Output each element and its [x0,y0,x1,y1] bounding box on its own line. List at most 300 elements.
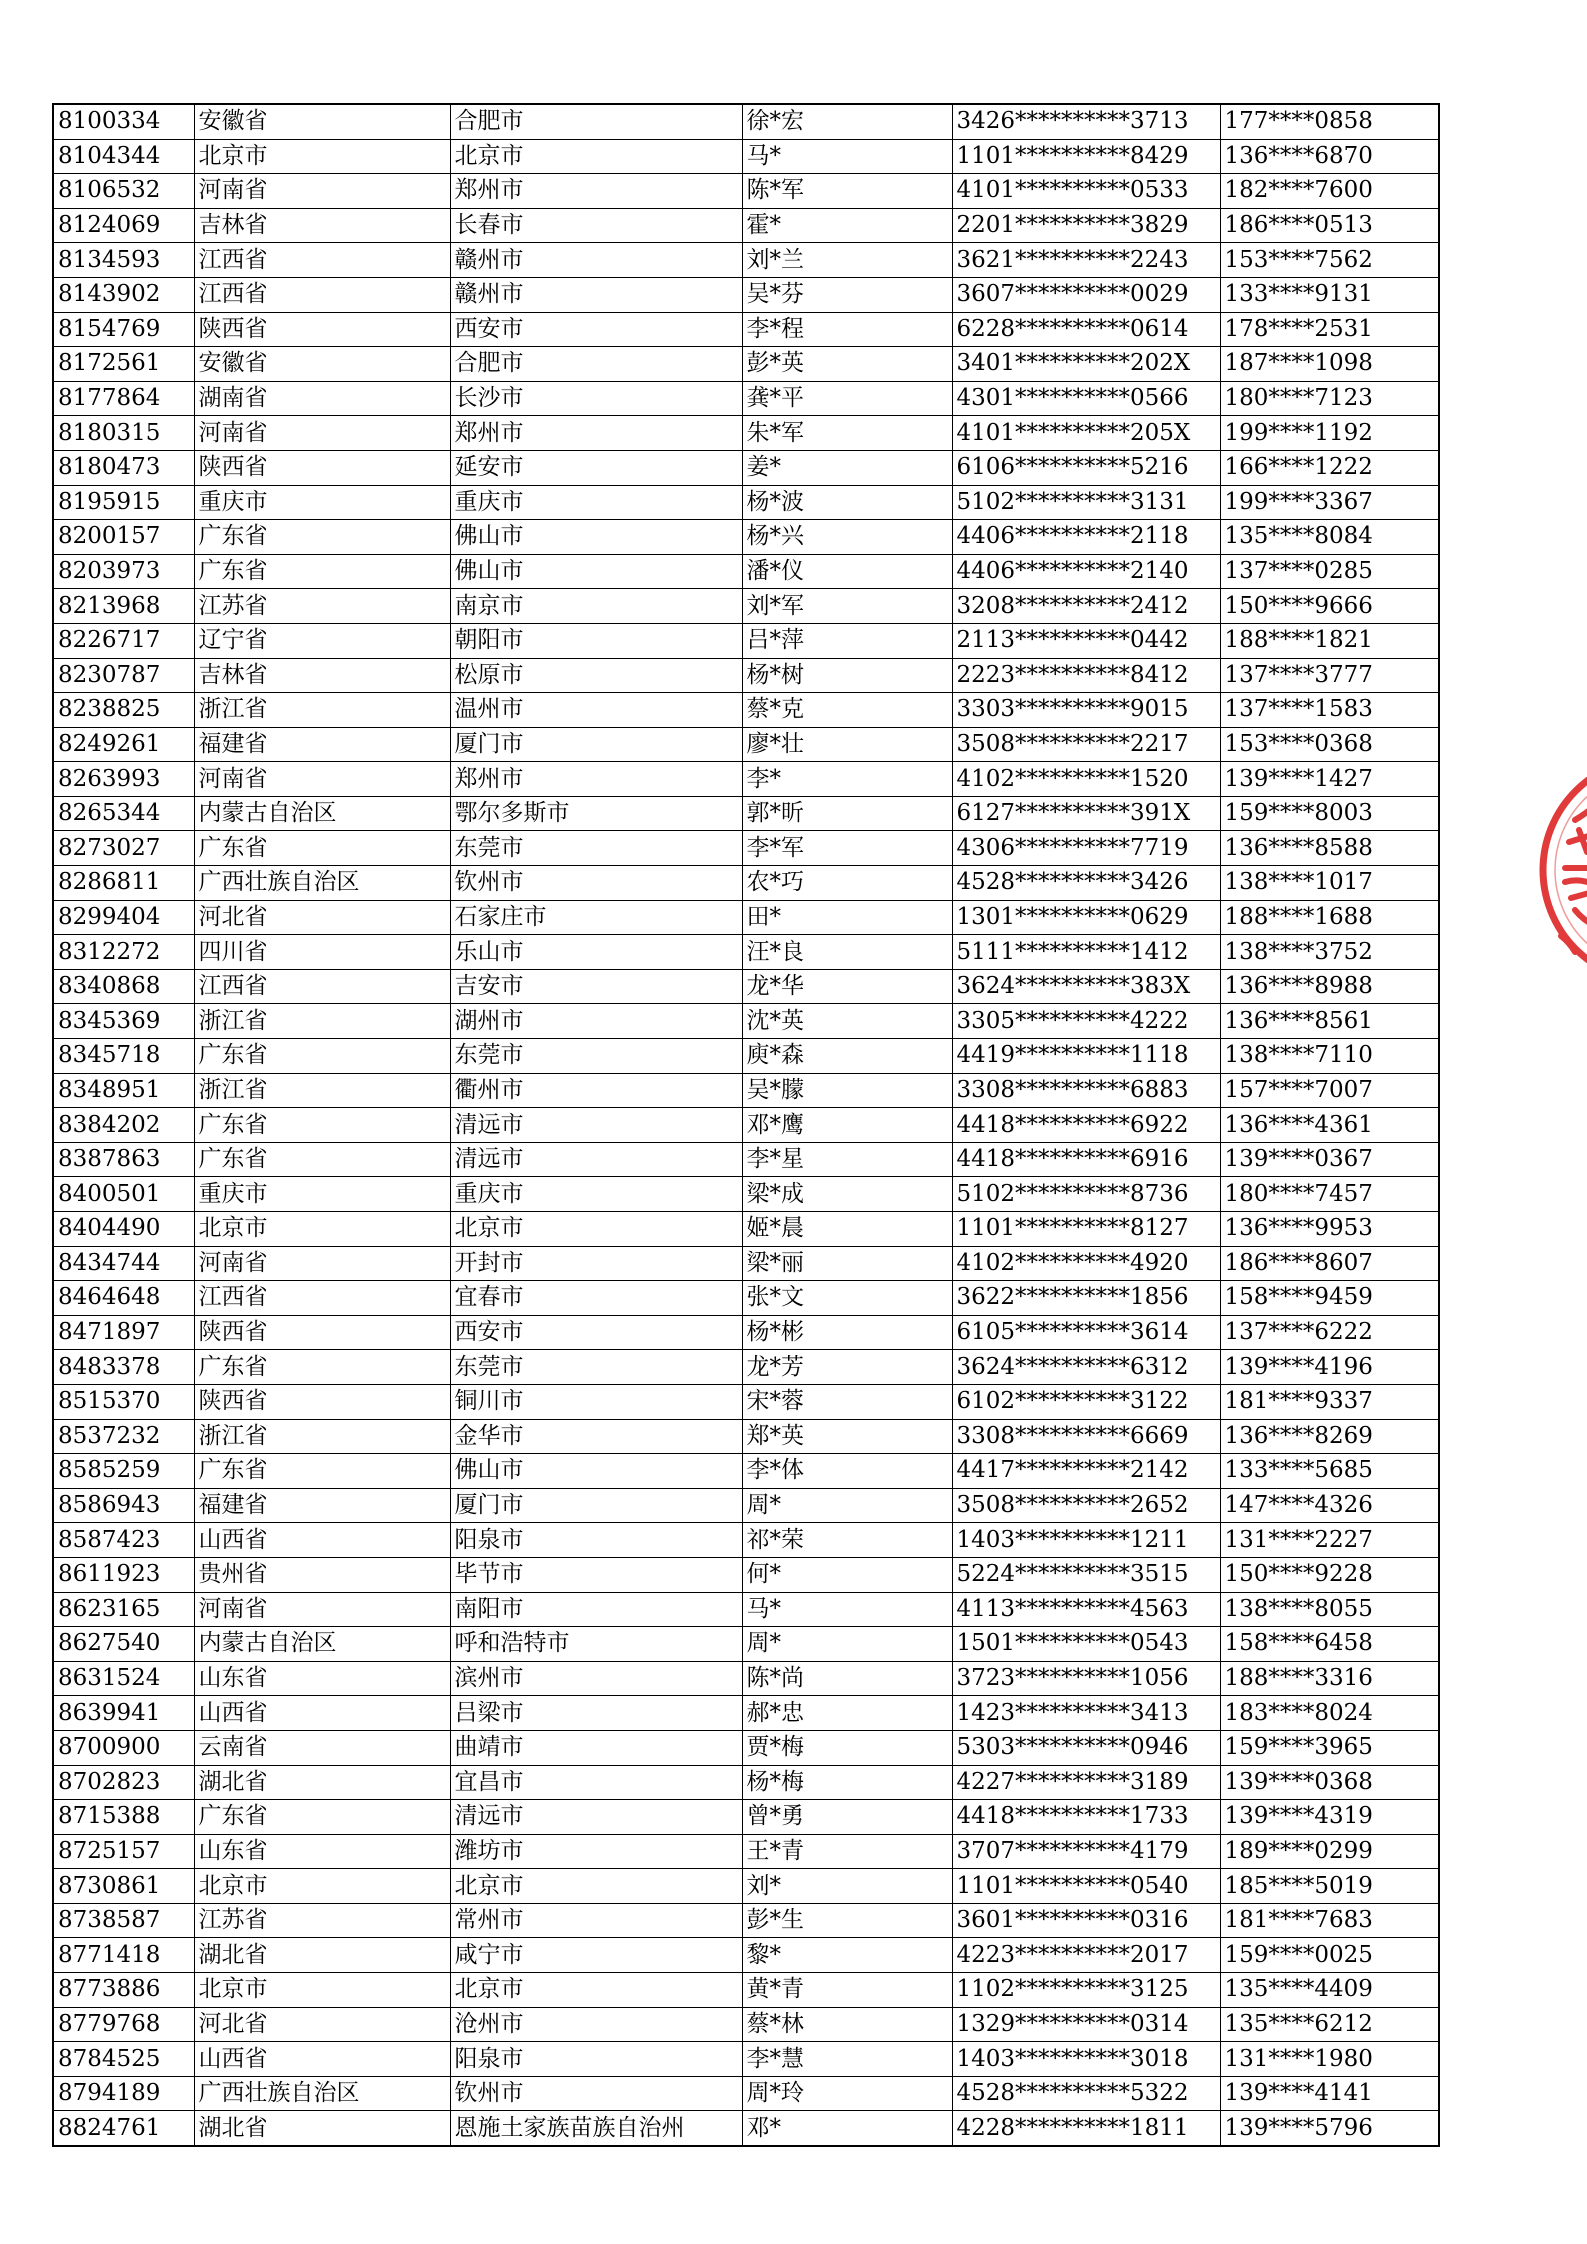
cell-province: 四川省 [194,935,450,970]
cell-city: 呼和浩特市 [450,1627,742,1662]
cell-name: 陈*尚 [742,1661,952,1696]
cell-record-id: 8106532 [53,174,194,209]
cell-id-number: 3426**********3713 [952,104,1220,139]
cell-phone: 153****0368 [1220,727,1439,762]
cell-name: 李*慧 [742,2042,952,2077]
table-row [53,450,1439,485]
cell-name: 马* [742,1592,952,1627]
cell-phone: 180****7457 [1220,1177,1439,1212]
cell-name: 李*体 [742,1454,952,1489]
cell-id-number: 4528**********5322 [952,2076,1220,2111]
cell-province: 北京市 [194,139,450,174]
cell-name: 蔡*克 [742,693,952,728]
cell-id-number: 5111**********1412 [952,935,1220,970]
cell-city: 厦门市 [450,727,742,762]
cell-id-number: 1423**********3413 [952,1696,1220,1731]
table-row [53,1177,1439,1212]
cell-id-number: 4528**********3426 [952,866,1220,901]
cell-id-number: 3308**********6669 [952,1419,1220,1454]
cell-name: 贾*梅 [742,1730,952,1765]
cell-record-id: 8700900 [53,1730,194,1765]
cell-name: 陈*军 [742,174,952,209]
cell-city: 重庆市 [450,1177,742,1212]
cell-id-number: 1501**********0543 [952,1627,1220,1662]
cell-city: 南阳市 [450,1592,742,1627]
cell-province: 江苏省 [194,1903,450,1938]
cell-record-id: 8794189 [53,2076,194,2111]
cell-id-number: 4418**********6922 [952,1108,1220,1143]
cell-city: 清远市 [450,1800,742,1835]
cell-phone: 188****1688 [1220,900,1439,935]
cell-city: 宜昌市 [450,1765,742,1800]
cell-name: 龙*芳 [742,1350,952,1385]
table-row [53,1488,1439,1523]
cell-city: 衢州市 [450,1073,742,1108]
cell-name: 杨*彬 [742,1315,952,1350]
cell-record-id: 8387863 [53,1142,194,1177]
cell-record-id: 8230787 [53,658,194,693]
cell-id-number: 1301**********0629 [952,900,1220,935]
table-row [53,2042,1439,2077]
cell-id-number: 1102**********3125 [952,1973,1220,2008]
cell-province: 云南省 [194,1730,450,1765]
cell-city: 郑州市 [450,416,742,451]
cell-city: 阳泉市 [450,2042,742,2077]
cell-name: 杨*兴 [742,520,952,555]
table-row [53,1765,1439,1800]
cell-record-id: 8312272 [53,935,194,970]
cell-record-id: 8177864 [53,381,194,416]
cell-name: 吴*芬 [742,277,952,312]
cell-name: 杨*梅 [742,1765,952,1800]
cell-record-id: 8249261 [53,727,194,762]
cell-city: 阳泉市 [450,1523,742,1558]
cell-phone: 136****8269 [1220,1419,1439,1454]
cell-province: 江西省 [194,1281,450,1316]
cell-city: 郑州市 [450,762,742,797]
table-row [53,2076,1439,2111]
cell-province: 山西省 [194,2042,450,2077]
cell-record-id: 8434744 [53,1246,194,1281]
cell-id-number: 3601**********0316 [952,1903,1220,1938]
cell-phone: 139****4319 [1220,1800,1439,1835]
cell-province: 江西省 [194,277,450,312]
cell-record-id: 8180315 [53,416,194,451]
cell-id-number: 3308**********6883 [952,1073,1220,1108]
cell-id-number: 3401**********202X [952,347,1220,382]
cell-phone: 186****8607 [1220,1246,1439,1281]
cell-id-number: 3621**********2243 [952,243,1220,278]
table-row [53,139,1439,174]
cell-record-id: 8515370 [53,1384,194,1419]
cell-record-id: 8400501 [53,1177,194,1212]
table-row [53,1938,1439,1973]
table-row [53,1246,1439,1281]
cell-id-number: 3624**********6312 [952,1350,1220,1385]
table-row [53,1627,1439,1662]
table-row [53,900,1439,935]
table-row [53,866,1439,901]
cell-province: 陕西省 [194,1315,450,1350]
cell-phone: 150****9228 [1220,1557,1439,1592]
cell-id-number: 4406**********2118 [952,520,1220,555]
records-sheet [52,103,1438,2147]
cell-city: 温州市 [450,693,742,728]
cell-city: 长春市 [450,208,742,243]
cell-province: 山东省 [194,1661,450,1696]
cell-province: 河南省 [194,1592,450,1627]
cell-city: 佛山市 [450,520,742,555]
cell-province: 安徽省 [194,104,450,139]
cell-record-id: 8537232 [53,1419,194,1454]
cell-phone: 136****8561 [1220,1004,1439,1039]
table-row [53,1315,1439,1350]
table-row [53,1073,1439,1108]
table-row [53,1903,1439,1938]
cell-name: 徐*宏 [742,104,952,139]
cell-record-id: 8730861 [53,1869,194,1904]
cell-city: 南京市 [450,589,742,624]
cell-city: 乐山市 [450,935,742,970]
cell-name: 沈*英 [742,1004,952,1039]
cell-province: 吉林省 [194,658,450,693]
cell-name: 杨*波 [742,485,952,520]
table-row [53,831,1439,866]
cell-city: 重庆市 [450,485,742,520]
cell-province: 广东省 [194,1039,450,1074]
cell-phone: 185****5019 [1220,1869,1439,1904]
cell-province: 湖北省 [194,1765,450,1800]
cell-name: 彭*生 [742,1903,952,1938]
cell-id-number: 1101**********0540 [952,1869,1220,1904]
cell-city: 石家庄市 [450,900,742,935]
cell-city: 钦州市 [450,2076,742,2111]
table-row [53,1108,1439,1143]
cell-city: 合肥市 [450,347,742,382]
table-row [53,208,1439,243]
cell-city: 佛山市 [450,554,742,589]
cell-record-id: 8200157 [53,520,194,555]
cell-id-number: 4102**********1520 [952,762,1220,797]
table-row [53,554,1439,589]
cell-record-id: 8631524 [53,1661,194,1696]
cell-record-id: 8384202 [53,1108,194,1143]
cell-city: 开封市 [450,1246,742,1281]
cell-record-id: 8784525 [53,2042,194,2077]
cell-city: 东莞市 [450,1039,742,1074]
cell-province: 广东省 [194,1454,450,1489]
cell-phone: 150****9666 [1220,589,1439,624]
cell-id-number: 2201**********3829 [952,208,1220,243]
table-row [53,381,1439,416]
table-row [53,1800,1439,1835]
cell-province: 广西壮族自治区 [194,2076,450,2111]
cell-phone: 137****1583 [1220,693,1439,728]
cell-city: 长沙市 [450,381,742,416]
table-row [53,2007,1439,2042]
cell-province: 河南省 [194,416,450,451]
cell-id-number: 3707**********4179 [952,1834,1220,1869]
cell-phone: 139****4196 [1220,1350,1439,1385]
table-row [53,727,1439,762]
cell-province: 江苏省 [194,589,450,624]
cell-province: 浙江省 [194,1004,450,1039]
cell-name: 郝*忠 [742,1696,952,1731]
cell-province: 浙江省 [194,693,450,728]
cell-id-number: 3723**********1056 [952,1661,1220,1696]
table-row [53,1384,1439,1419]
cell-record-id: 8226717 [53,623,194,658]
cell-name: 李*星 [742,1142,952,1177]
cell-city: 常州市 [450,1903,742,1938]
table-row [53,1212,1439,1247]
cell-phone: 135****4409 [1220,1973,1439,2008]
cell-name: 姜* [742,450,952,485]
cell-record-id: 8348951 [53,1073,194,1108]
records-table [52,103,1440,2147]
cell-id-number: 4223**********2017 [952,1938,1220,1973]
cell-province: 重庆市 [194,1177,450,1212]
cell-city: 赣州市 [450,277,742,312]
cell-record-id: 8715388 [53,1800,194,1835]
cell-name: 黄*青 [742,1973,952,2008]
cell-phone: 180****7123 [1220,381,1439,416]
cell-name: 邓*鹰 [742,1108,952,1143]
cell-phone: 147****4326 [1220,1488,1439,1523]
cell-id-number: 4306**********7719 [952,831,1220,866]
table-row [53,1523,1439,1558]
cell-city: 东莞市 [450,1350,742,1385]
cell-city: 咸宁市 [450,1938,742,1973]
cell-id-number: 4113**********4563 [952,1592,1220,1627]
cell-id-number: 4228**********1811 [952,2111,1220,2146]
cell-record-id: 8725157 [53,1834,194,1869]
cell-record-id: 8738587 [53,1903,194,1938]
cell-record-id: 8124069 [53,208,194,243]
cell-province: 重庆市 [194,485,450,520]
cell-city: 金华市 [450,1419,742,1454]
cell-phone: 138****7110 [1220,1039,1439,1074]
cell-phone: 166****1222 [1220,450,1439,485]
cell-city: 北京市 [450,139,742,174]
cell-city: 佛山市 [450,1454,742,1489]
cell-province: 江西省 [194,969,450,1004]
cell-province: 河北省 [194,900,450,935]
cell-id-number: 4417**********2142 [952,1454,1220,1489]
cell-id-number: 4406**********2140 [952,554,1220,589]
cell-province: 吉林省 [194,208,450,243]
cell-phone: 138****3752 [1220,935,1439,970]
cell-id-number: 4301**********0566 [952,381,1220,416]
cell-record-id: 8195915 [53,485,194,520]
table-row [53,1350,1439,1385]
cell-province: 湖南省 [194,381,450,416]
cell-phone: 138****8055 [1220,1592,1439,1627]
cell-province: 北京市 [194,1212,450,1247]
cell-name: 何* [742,1557,952,1592]
cell-phone: 153****7562 [1220,243,1439,278]
cell-record-id: 8143902 [53,277,194,312]
cell-phone: 136****4361 [1220,1108,1439,1143]
cell-city: 松原市 [450,658,742,693]
table-row [53,1592,1439,1627]
cell-phone: 188****3316 [1220,1661,1439,1696]
cell-name: 廖*壮 [742,727,952,762]
cell-province: 贵州省 [194,1557,450,1592]
cell-id-number: 5102**********8736 [952,1177,1220,1212]
cell-phone: 139****0368 [1220,1765,1439,1800]
cell-record-id: 8154769 [53,312,194,347]
cell-province: 北京市 [194,1973,450,2008]
cell-province: 内蒙古自治区 [194,1627,450,1662]
cell-city: 湖州市 [450,1004,742,1039]
cell-phone: 136****8588 [1220,831,1439,866]
cell-phone: 137****0285 [1220,554,1439,589]
cell-name: 庾*森 [742,1039,952,1074]
cell-record-id: 8611923 [53,1557,194,1592]
cell-phone: 136****6870 [1220,139,1439,174]
cell-province: 广东省 [194,1800,450,1835]
table-row [53,347,1439,382]
cell-record-id: 8345369 [53,1004,194,1039]
table-row [53,693,1439,728]
cell-id-number: 1403**********1211 [952,1523,1220,1558]
cell-record-id: 8172561 [53,347,194,382]
cell-record-id: 8773886 [53,1973,194,2008]
cell-phone: 199****1192 [1220,416,1439,451]
cell-record-id: 8483378 [53,1350,194,1385]
cell-id-number: 6105**********3614 [952,1315,1220,1350]
cell-phone: 181****9337 [1220,1384,1439,1419]
cell-province: 河南省 [194,1246,450,1281]
cell-province: 山东省 [194,1834,450,1869]
cell-record-id: 8471897 [53,1315,194,1350]
cell-phone: 159****3965 [1220,1730,1439,1765]
table-row [53,312,1439,347]
cell-phone: 136****8988 [1220,969,1439,1004]
cell-phone: 183****8024 [1220,1696,1439,1731]
cell-name: 周*玲 [742,2076,952,2111]
cell-name: 梁*成 [742,1177,952,1212]
cell-province: 北京市 [194,1869,450,1904]
cell-province: 浙江省 [194,1419,450,1454]
cell-id-number: 4418**********1733 [952,1800,1220,1835]
cell-province: 江西省 [194,243,450,278]
table-row [53,1869,1439,1904]
cell-name: 刘*军 [742,589,952,624]
cell-id-number: 6106**********5216 [952,450,1220,485]
cell-phone: 139****4141 [1220,2076,1439,2111]
cell-id-number: 5303**********0946 [952,1730,1220,1765]
cell-name: 张*文 [742,1281,952,1316]
cell-name: 郭*昕 [742,796,952,831]
cell-record-id: 8340868 [53,969,194,1004]
cell-name: 李*程 [742,312,952,347]
cell-name: 李*军 [742,831,952,866]
cell-province: 浙江省 [194,1073,450,1108]
cell-id-number: 6102**********3122 [952,1384,1220,1419]
cell-phone: 138****1017 [1220,866,1439,901]
cell-province: 广东省 [194,520,450,555]
table-row [53,174,1439,209]
cell-record-id: 8771418 [53,1938,194,1973]
cell-province: 山西省 [194,1523,450,1558]
table-row [53,969,1439,1004]
cell-phone: 139****0367 [1220,1142,1439,1177]
cell-id-number: 3607**********0029 [952,277,1220,312]
table-row [53,762,1439,797]
cell-city: 宜春市 [450,1281,742,1316]
cell-id-number: 1403**********3018 [952,2042,1220,2077]
cell-province: 湖北省 [194,2111,450,2146]
cell-phone: 139****1427 [1220,762,1439,797]
cell-record-id: 8404490 [53,1212,194,1247]
cell-province: 河北省 [194,2007,450,2042]
cell-record-id: 8779768 [53,2007,194,2042]
cell-record-id: 8286811 [53,866,194,901]
cell-record-id: 8623165 [53,1592,194,1627]
cell-id-number: 6228**********0614 [952,312,1220,347]
cell-id-number: 6127**********391X [952,796,1220,831]
cell-city: 沧州市 [450,2007,742,2042]
cell-city: 北京市 [450,1973,742,2008]
table-row [53,623,1439,658]
cell-phone: 177****0858 [1220,104,1439,139]
cell-phone: 133****5685 [1220,1454,1439,1489]
cell-city: 毕节市 [450,1557,742,1592]
cell-province: 山西省 [194,1696,450,1731]
cell-record-id: 8134593 [53,243,194,278]
cell-record-id: 8702823 [53,1765,194,1800]
cell-phone: 133****9131 [1220,277,1439,312]
table-row [53,520,1439,555]
cell-phone: 159****0025 [1220,1938,1439,1973]
cell-city: 赣州市 [450,243,742,278]
cell-id-number: 2223**********8412 [952,658,1220,693]
cell-id-number: 1101**********8429 [952,139,1220,174]
cell-phone: 157****7007 [1220,1073,1439,1108]
cell-name: 龚*平 [742,381,952,416]
cell-province: 福建省 [194,1488,450,1523]
cell-id-number: 3305**********4222 [952,1004,1220,1039]
cell-name: 蔡*林 [742,2007,952,2042]
cell-phone: 188****1821 [1220,623,1439,658]
cell-phone: 199****3367 [1220,485,1439,520]
cell-city: 厦门市 [450,1488,742,1523]
table-row [53,416,1439,451]
cell-name: 姬*晨 [742,1212,952,1247]
cell-name: 刘*兰 [742,243,952,278]
cell-name: 吕*萍 [742,623,952,658]
cell-city: 滨州市 [450,1661,742,1696]
table-row [53,1454,1439,1489]
cell-name: 宋*蓉 [742,1384,952,1419]
table-row [53,2111,1439,2146]
cell-city: 西安市 [450,1315,742,1350]
cell-phone: 187****1098 [1220,347,1439,382]
table-row [53,277,1439,312]
cell-name: 黎* [742,1938,952,1973]
cell-record-id: 8586943 [53,1488,194,1523]
cell-phone: 137****3777 [1220,658,1439,693]
cell-name: 曾*勇 [742,1800,952,1835]
cell-phone: 131****1980 [1220,2042,1439,2077]
table-row [53,1696,1439,1731]
cell-province: 辽宁省 [194,623,450,658]
cell-province: 安徽省 [194,347,450,382]
table-row [53,1661,1439,1696]
cell-record-id: 8263993 [53,762,194,797]
